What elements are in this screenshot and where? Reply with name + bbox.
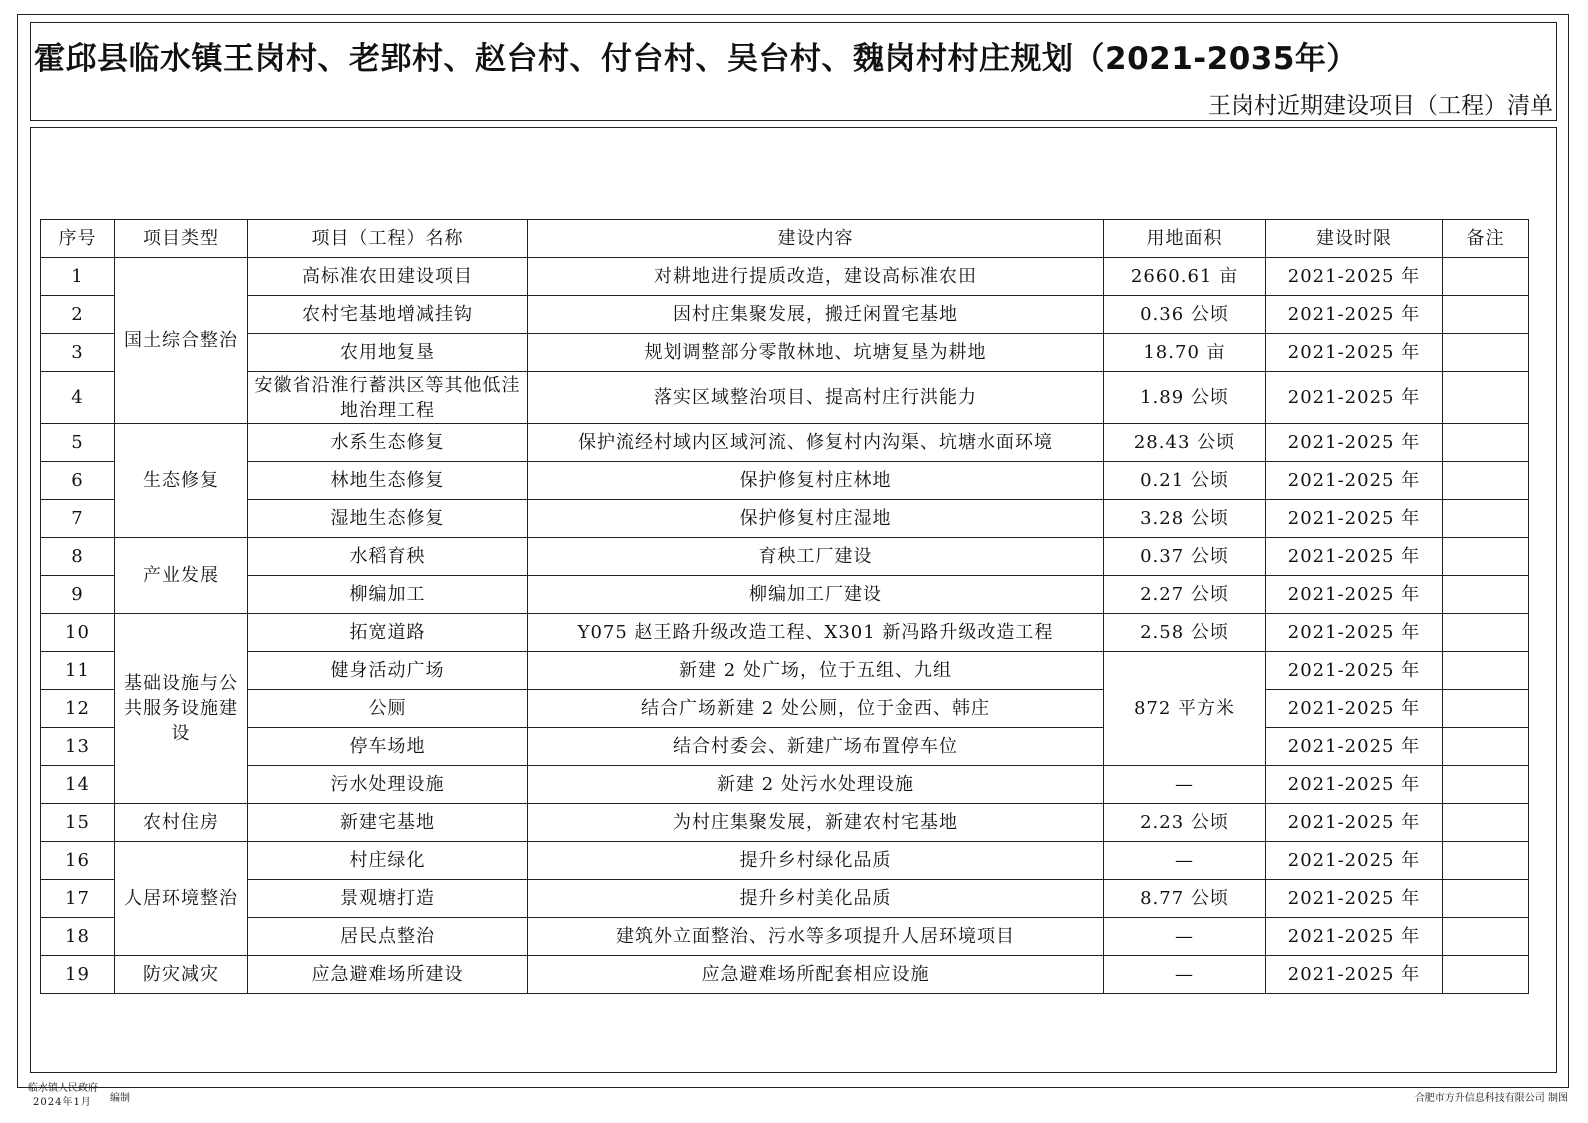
land-area: 0.36 公顷 (1104, 296, 1266, 334)
row-number: 12 (41, 690, 115, 728)
footer-date: 2024年1月 (33, 1097, 92, 1108)
build-period: 2021-2025 年 (1266, 424, 1443, 462)
project-name: 健身活动广场 (248, 652, 528, 690)
land-area: 0.21 公顷 (1104, 462, 1266, 500)
project-type: 农村住房 (115, 804, 248, 842)
note (1443, 880, 1529, 918)
project-content: 保护修复村庄湿地 (528, 500, 1104, 538)
note (1443, 842, 1529, 880)
note (1443, 576, 1529, 614)
note (1443, 538, 1529, 576)
project-content: 育秧工厂建设 (528, 538, 1104, 576)
note (1443, 462, 1529, 500)
table-row (41, 258, 1529, 296)
build-period: 2021-2025 年 (1266, 462, 1443, 500)
column-header: 序号 (41, 220, 115, 258)
build-period: 2021-2025 年 (1266, 880, 1443, 918)
project-content: 新建 2 处污水处理设施 (528, 766, 1104, 804)
table-row (41, 918, 1529, 956)
project-name: 村庄绿化 (248, 842, 528, 880)
build-period: 2021-2025 年 (1266, 258, 1443, 296)
build-period: 2021-2025 年 (1266, 918, 1443, 956)
build-period: 2021-2025 年 (1266, 728, 1443, 766)
row-number: 19 (41, 956, 115, 994)
project-content: 建筑外立面整治、污水等多项提升人居环境项目 (528, 918, 1104, 956)
build-period: 2021-2025 年 (1266, 956, 1443, 994)
project-name: 林地生态修复 (248, 462, 528, 500)
note (1443, 690, 1529, 728)
column-header: 建设时限 (1266, 220, 1443, 258)
project-table (40, 219, 1529, 994)
project-name: 景观塘打造 (248, 880, 528, 918)
project-type: 产业发展 (115, 538, 248, 614)
land-area: — (1104, 842, 1266, 880)
land-area: 28.43 公顷 (1104, 424, 1266, 462)
project-type: 国土综合整治 (115, 258, 248, 424)
table-row (41, 880, 1529, 918)
project-content: 落实区域整治项目、提高村庄行洪能力 (528, 372, 1104, 424)
table-row (41, 424, 1529, 462)
project-content: 规划调整部分零散林地、坑塘复垦为耕地 (528, 334, 1104, 372)
row-number: 11 (41, 652, 115, 690)
land-area: 0.37 公顷 (1104, 538, 1266, 576)
table-row (41, 538, 1529, 576)
table-row (41, 372, 1529, 424)
table-row (41, 766, 1529, 804)
row-number: 13 (41, 728, 115, 766)
table-header-row (41, 220, 1529, 258)
project-name: 安徽省沿淮行蓄洪区等其他低洼地治理工程 (248, 372, 528, 424)
note (1443, 258, 1529, 296)
row-number: 6 (41, 462, 115, 500)
table-row (41, 614, 1529, 652)
project-content: 因村庄集聚发展，搬迁闲置宅基地 (528, 296, 1104, 334)
build-period: 2021-2025 年 (1266, 334, 1443, 372)
build-period: 2021-2025 年 (1266, 538, 1443, 576)
land-area: 8.77 公顷 (1104, 880, 1266, 918)
land-area: 2.27 公顷 (1104, 576, 1266, 614)
row-number: 8 (41, 538, 115, 576)
project-content: Y075 赵王路升级改造工程、X301 新冯路升级改造工程 (528, 614, 1104, 652)
row-number: 15 (41, 804, 115, 842)
project-content: 新建 2 处广场，位于五组、九组 (528, 652, 1104, 690)
project-content: 提升乡村绿化品质 (528, 842, 1104, 880)
row-number: 18 (41, 918, 115, 956)
table-row (41, 842, 1529, 880)
row-number: 5 (41, 424, 115, 462)
title-block (30, 22, 1557, 121)
project-name: 应急避难场所建设 (248, 956, 528, 994)
row-number: 3 (41, 334, 115, 372)
land-area: — (1104, 956, 1266, 994)
row-number: 17 (41, 880, 115, 918)
land-area: 2660.61 亩 (1104, 258, 1266, 296)
land-area: 2.58 公顷 (1104, 614, 1266, 652)
build-period: 2021-2025 年 (1266, 614, 1443, 652)
project-name: 湿地生态修复 (248, 500, 528, 538)
land-area: — (1104, 918, 1266, 956)
note (1443, 424, 1529, 462)
note (1443, 956, 1529, 994)
project-content: 提升乡村美化品质 (528, 880, 1104, 918)
table-row (41, 804, 1529, 842)
project-name: 农村宅基地增减挂钩 (248, 296, 528, 334)
land-area: 2.23 公顷 (1104, 804, 1266, 842)
project-name: 新建宅基地 (248, 804, 528, 842)
page-subtitle: 王岗村近期建设项目（工程）清单 (1208, 93, 1553, 119)
note (1443, 296, 1529, 334)
project-name: 居民点整治 (248, 918, 528, 956)
project-name: 水系生态修复 (248, 424, 528, 462)
table-row (41, 462, 1529, 500)
column-header: 项目（工程）名称 (248, 220, 528, 258)
note (1443, 804, 1529, 842)
project-content: 柳编加工厂建设 (528, 576, 1104, 614)
table-body (41, 258, 1529, 994)
note (1443, 500, 1529, 538)
project-content: 保护修复村庄林地 (528, 462, 1104, 500)
project-name: 停车场地 (248, 728, 528, 766)
project-name: 公厕 (248, 690, 528, 728)
table-row (41, 652, 1529, 690)
build-period: 2021-2025 年 (1266, 804, 1443, 842)
project-name: 柳编加工 (248, 576, 528, 614)
land-area: 872 平方米 (1104, 652, 1266, 766)
note (1443, 614, 1529, 652)
column-header: 建设内容 (528, 220, 1104, 258)
project-name: 农用地复垦 (248, 334, 528, 372)
note (1443, 918, 1529, 956)
land-area: 1.89 公顷 (1104, 372, 1266, 424)
note (1443, 728, 1529, 766)
footer-org: 临水镇人民政府 (28, 1083, 98, 1094)
row-number: 4 (41, 372, 115, 424)
build-period: 2021-2025 年 (1266, 576, 1443, 614)
row-number: 7 (41, 500, 115, 538)
row-number: 2 (41, 296, 115, 334)
project-content: 为村庄集聚发展，新建农村宅基地 (528, 804, 1104, 842)
table-row (41, 728, 1529, 766)
project-type: 生态修复 (115, 424, 248, 538)
footer-compiled: 编制 (110, 1093, 130, 1104)
build-period: 2021-2025 年 (1266, 842, 1443, 880)
build-period: 2021-2025 年 (1266, 500, 1443, 538)
land-area: — (1104, 766, 1266, 804)
footer-org-block (28, 1082, 98, 1110)
build-period: 2021-2025 年 (1266, 766, 1443, 804)
build-period: 2021-2025 年 (1266, 652, 1443, 690)
project-type: 基础设施与公共服务设施建设 (115, 614, 248, 804)
project-content: 应急避难场所配套相应设施 (528, 956, 1104, 994)
footer-maker: 合肥市方升信息科技有限公司 制图 (1414, 1093, 1568, 1104)
project-name: 污水处理设施 (248, 766, 528, 804)
note (1443, 652, 1529, 690)
project-type: 人居环境整治 (115, 842, 248, 956)
row-number: 1 (41, 258, 115, 296)
table-row (41, 956, 1529, 994)
land-area: 18.70 亩 (1104, 334, 1266, 372)
project-content: 对耕地进行提质改造，建设高标准农田 (528, 258, 1104, 296)
row-number: 10 (41, 614, 115, 652)
note (1443, 766, 1529, 804)
note (1443, 334, 1529, 372)
build-period: 2021-2025 年 (1266, 690, 1443, 728)
build-period: 2021-2025 年 (1266, 372, 1443, 424)
note (1443, 372, 1529, 424)
page-title: 霍邱县临水镇王岗村、老郢村、赵台村、付台村、吴台村、魏岗村村庄规划（2021-2035年） (34, 41, 1358, 77)
project-name: 拓宽道路 (248, 614, 528, 652)
project-content: 保护流经村域内区域河流、修复村内沟渠、坑塘水面环境 (528, 424, 1104, 462)
build-period: 2021-2025 年 (1266, 296, 1443, 334)
project-content: 结合村委会、新建广场布置停车位 (528, 728, 1104, 766)
project-type: 防灾减灾 (115, 956, 248, 994)
project-name: 水稻育秧 (248, 538, 528, 576)
project-content: 结合广场新建 2 处公厕，位于金西、韩庄 (528, 690, 1104, 728)
table-row (41, 296, 1529, 334)
row-number: 16 (41, 842, 115, 880)
column-header: 用地面积 (1104, 220, 1266, 258)
land-area: 3.28 公顷 (1104, 500, 1266, 538)
row-number: 9 (41, 576, 115, 614)
column-header: 备注 (1443, 220, 1529, 258)
table-row (41, 576, 1529, 614)
project-name: 高标准农田建设项目 (248, 258, 528, 296)
table-row (41, 334, 1529, 372)
column-header: 项目类型 (115, 220, 248, 258)
row-number: 14 (41, 766, 115, 804)
table-row (41, 500, 1529, 538)
table-row (41, 690, 1529, 728)
